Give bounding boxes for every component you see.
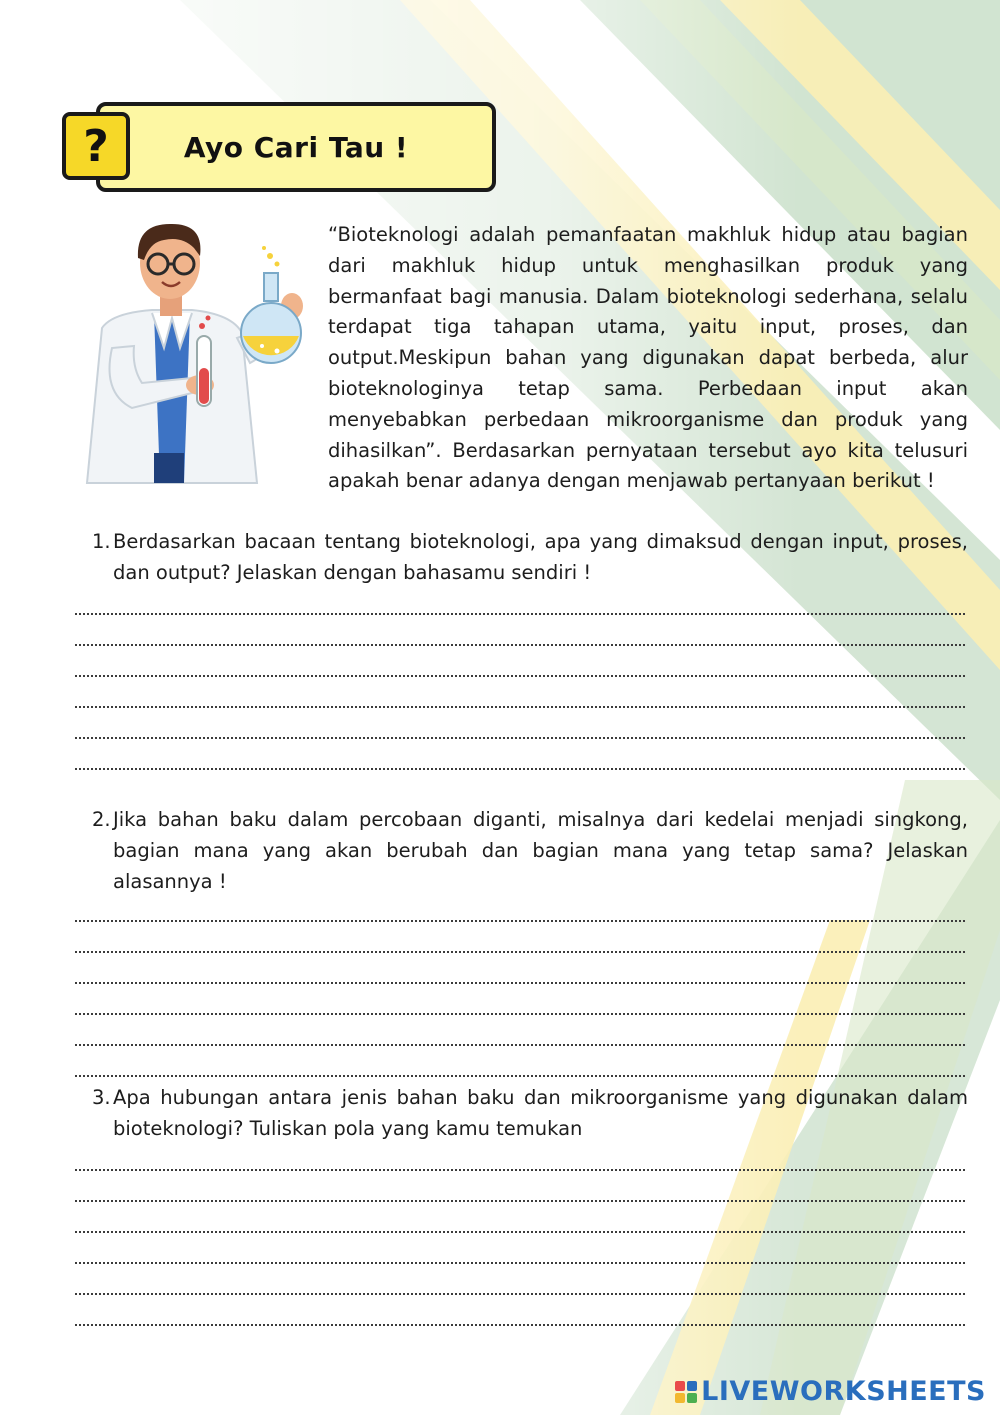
question-text: Berdasarkan bacaan tentang bioteknologi, apa yang dimaksud dengan input, proses, dan output? Jelaskan dengan bahasamu sendiri ! [113,530,968,584]
scientist-icon [72,218,322,488]
answer-area-3[interactable] [75,1140,965,1326]
page-title: Ayo Cari Tau ! [183,130,409,164]
question-text: Jika bahan baku dalam percobaan diganti, misalnya dari kedelai menjadi singkong, bagian mana yang akan berubah dan bagian mana yang tetap sama? Jelaskan alasannya ! [113,808,968,893]
answer-line[interactable] [75,739,965,770]
section-header [62,100,502,200]
answer-line[interactable] [75,891,965,922]
question-2 [92,804,968,897]
question-3 [92,1082,968,1144]
answer-line[interactable] [75,1140,965,1171]
answer-line[interactable] [75,677,965,708]
answer-line[interactable] [75,1046,965,1077]
question-number: 3. [92,1086,111,1109]
answer-line[interactable] [75,1171,965,1202]
answer-line[interactable] [75,922,965,953]
question-mark-icon [62,112,130,180]
answer-line[interactable] [75,953,965,984]
question-number: 1. [92,530,111,553]
question-text: Apa hubungan antara jenis bahan baku dan mikroorganisme yang digunakan dalam bioteknologi? Tuliskan pola yang kamu temukan [113,1086,968,1140]
answer-line[interactable] [75,1015,965,1046]
answer-line[interactable] [75,584,965,615]
answer-line[interactable] [75,1295,965,1326]
answer-line[interactable] [75,984,965,1015]
answer-line[interactable] [75,1264,965,1295]
question-mark-glyph: ? [83,120,109,172]
liveworksheets-logo-icon [675,1381,697,1403]
footer-logo [675,1376,986,1407]
answer-line[interactable] [75,1233,965,1264]
answer-line[interactable] [75,708,965,739]
answer-area-2[interactable] [75,891,965,1077]
answer-line[interactable] [75,646,965,677]
answer-area-1[interactable] [75,584,965,770]
intro-paragraph: “Bioteknologi adalah pemanfaatan makhluk hidup atau bagian dari makhluk hidup untuk menghasilkan produk yang bermanfaat bagi manusia. Dalam bioteknologi sederhana, selalu terdapat tiga tahapan utama, yaitu input, proses, dan output.Meskipun bahan yang digunakan dapat berbeda, alur bioteknologinya tetap sama. Perbedaan input akan menyebabkan perbedaan mikroorganisme dan produk yang dihasilkan”. Berdasarkan pernyataan tersebut ayo kita telusuri apakah benar adanya dengan menjawab pertanyaan berikut ! [328,223,968,493]
answer-line[interactable] [75,1202,965,1233]
answer-line[interactable] [75,615,965,646]
question-number: 2. [92,808,111,831]
brand-name: LIVEWORKSHEETS [701,1376,986,1407]
question-1 [92,526,968,588]
